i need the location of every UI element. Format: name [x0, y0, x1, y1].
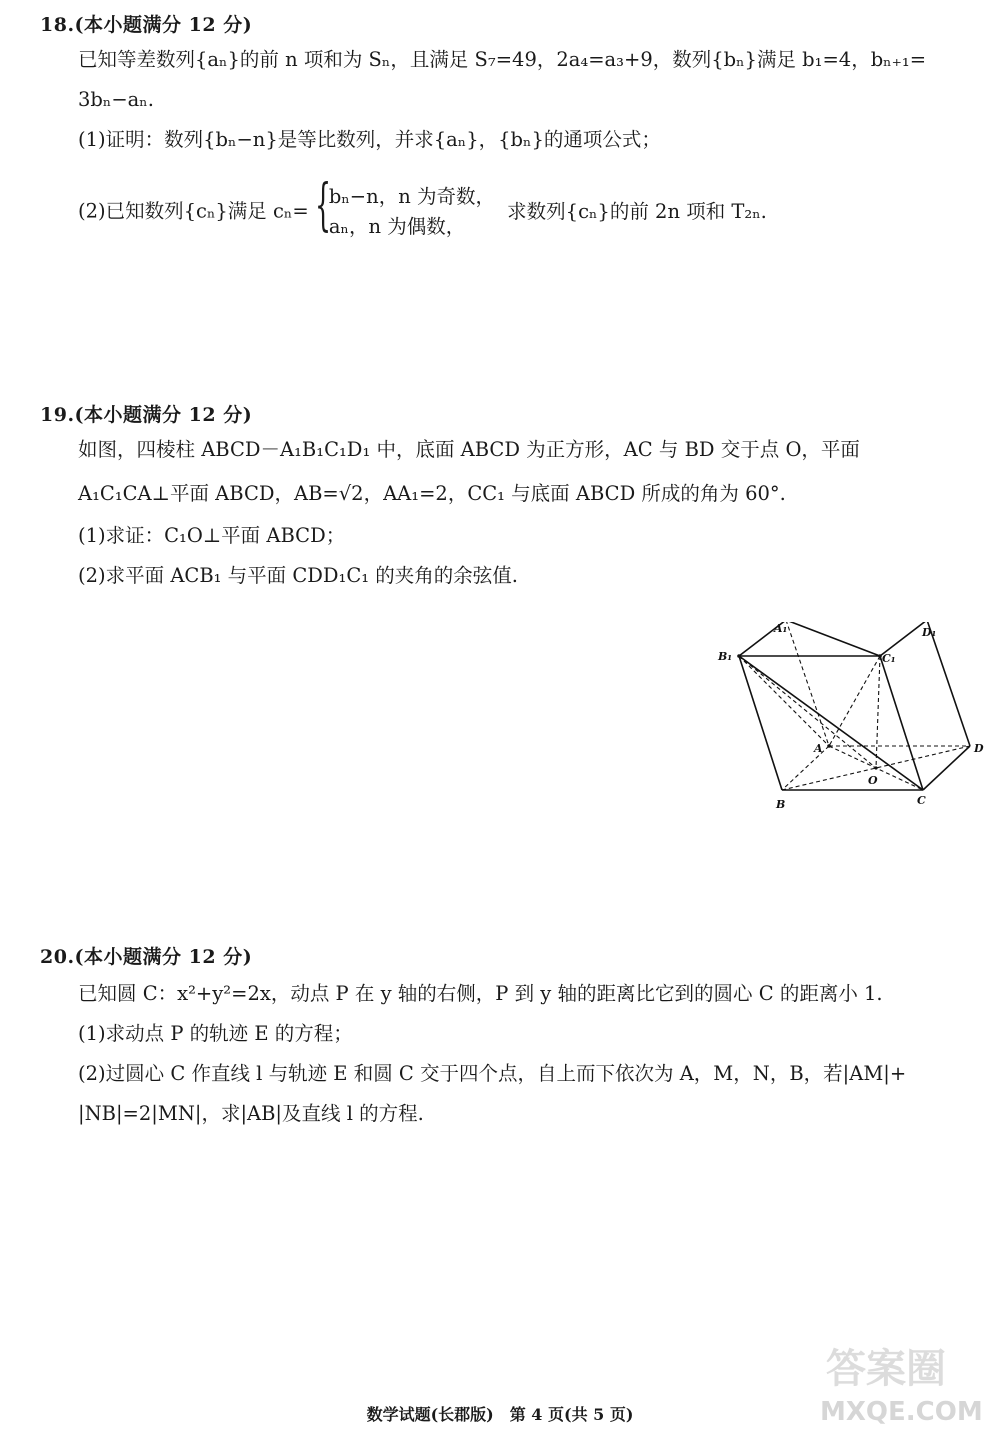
q18-part2-prefix: (2)已知数列{cₙ}满足 cₙ= — [78, 199, 309, 223]
q18-stem-line1: 已知等差数列{aₙ}的前 n 项和为 Sₙ，且满足 S₇=49，2a₄=a₃+9，数列{bₙ}满足 b₁=4，bₙ₊₁= — [78, 48, 927, 71]
edge-B1-C — [739, 656, 923, 790]
left-brace-icon: { — [314, 173, 331, 238]
q19-stem-line2: A₁C₁CA⊥平面 ABCD，AB=√2，AA₁=2，CC₁ 与底面 ABCD 所成的角为 60°. — [78, 482, 786, 505]
q18-part2 — [78, 173, 767, 242]
case-even: aₙ，n 为偶数， — [328, 215, 466, 238]
page-footer: 数学试题(长郡版) 第 4 页(共 5 页) — [366, 1405, 634, 1424]
q19-part1: (1)求证：C₁O⊥平面 ABCD； — [78, 524, 346, 547]
watermark-text-1: 答案圈 — [826, 1346, 946, 1392]
label-O: O — [868, 774, 878, 787]
label-A: A — [814, 742, 823, 755]
edge-D1-D — [927, 622, 970, 746]
q18-stem-line2: 3bₙ−aₙ. — [78, 88, 154, 111]
watermark-text-2: MXQE.COM — [820, 1397, 983, 1427]
hidden-C1-O — [876, 656, 880, 768]
q19-heading: 19.(本小题满分 12 分) — [40, 404, 253, 426]
piecewise-definition — [314, 173, 495, 242]
q20-part2-line1: (2)过圆心 C 作直线 l 与轨迹 E 和圆 C 交于四个点，自上而下依次为 A，M，N，B，若|AM|+ — [78, 1062, 907, 1085]
label-C: C — [917, 794, 926, 807]
q20-part2-line2: |NB|=2|MN|，求|AB|及直线 l 的方程. — [78, 1102, 424, 1125]
label-B: B — [776, 798, 786, 811]
edge-B1-B — [739, 656, 782, 790]
case-odd: bₙ−n，n 为奇数， — [328, 185, 495, 208]
q18-part2-suffix: 求数列{cₙ}的前 2n 项和 T₂ₙ. — [507, 199, 767, 223]
label-D: D — [974, 742, 984, 755]
q20-part1: (1)求动点 P 的轨迹 E 的方程； — [78, 1022, 353, 1045]
edge-C1-C — [880, 656, 923, 790]
label-A1: A₁ — [774, 622, 788, 635]
hidden-B1-A — [739, 656, 829, 746]
q20-heading: 20.(本小题满分 12 分) — [40, 946, 253, 968]
hidden-B1-O — [739, 656, 876, 768]
q19-part2: (2)求平面 ACB₁ 与平面 CDD₁C₁ 的夹角的余弦值. — [78, 564, 519, 587]
hidden-A1-A — [786, 622, 829, 746]
edge-A1-C1 — [786, 622, 880, 656]
q20-stem: 已知圆 C：x²+y²=2x，动点 P 在 y 轴的右侧，P 到 y 轴的距离比它到的圆心 C 的距离小 1. — [78, 982, 883, 1005]
q19-stem-line1: 如图，四棱柱 ABCD－A₁B₁C₁D₁ 中，底面 ABCD 为正方形，AC 与 BD 交于点 O，平面 — [78, 438, 860, 461]
edge-C-D — [923, 746, 970, 790]
q18-heading: 18.(本小题满分 12 分) — [40, 14, 253, 36]
label-C1: C₁ — [882, 652, 896, 665]
prism-figure — [712, 622, 994, 832]
hidden-C1-A — [829, 656, 880, 746]
label-D1: D₁ — [922, 626, 937, 639]
edge-C1-D1 — [880, 622, 927, 656]
label-B1: B₁ — [718, 650, 733, 663]
q18-part1: (1)证明：数列{bₙ−n}是等比数列，并求{aₙ}，{bₙ}的通项公式； — [78, 128, 661, 151]
